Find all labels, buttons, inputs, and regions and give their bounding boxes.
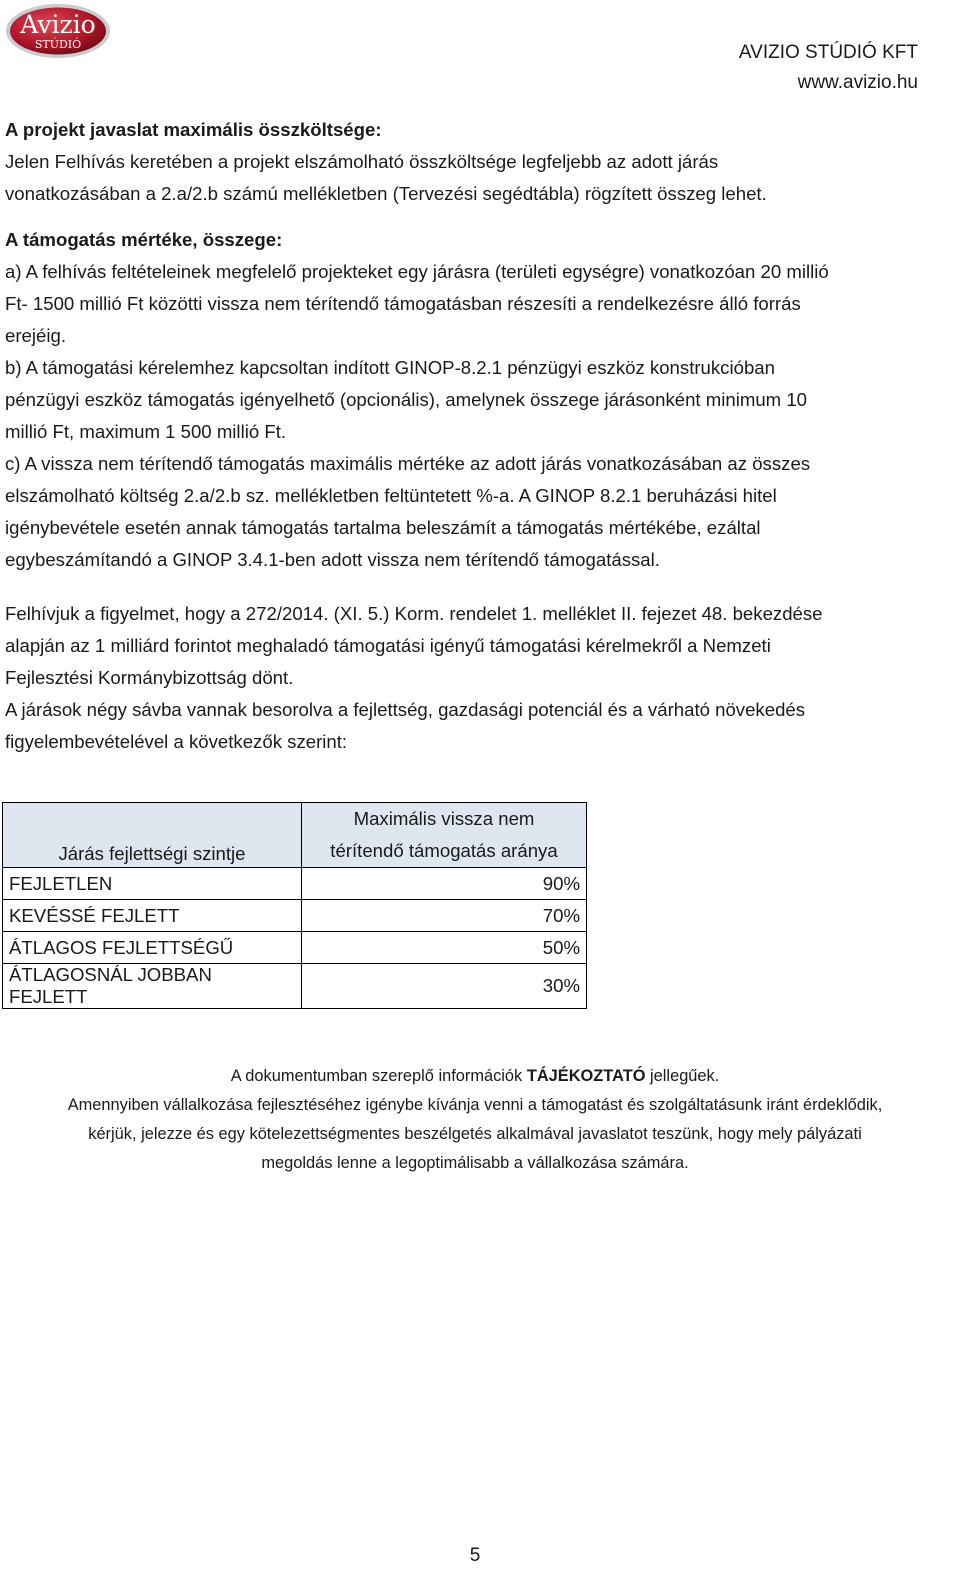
rate-cell: 50% (302, 932, 587, 964)
rate-cell: 90% (302, 868, 587, 900)
note-paragraph: Fejlesztési Kormánybizottság dönt. (5, 667, 294, 688)
disclaimer-line: Amennyiben vállalkozása fejlesztéséhez igénybe kívánja venni a támogatást és szolgáltatásunk iránt érdeklődik, (67, 1096, 883, 1114)
disclaimer-line: kérjük, jelezze és egy kötelezettségmentes beszélgetés alkalmával javaslatot teszünk, hogy mely pályázati (88, 1125, 862, 1143)
cost-text-line: vonatkozásában a 2.a/2.b számú mellékletben (Tervezési segédtábla) rögzített összeg lehet. (5, 183, 767, 204)
disclaimer-line (0, 1062, 950, 1091)
table-row (3, 932, 587, 964)
band-paragraph: A járások négy sávba vannak besorolva a fejlettség, gazdasági potenciál és a várható növekedés (5, 699, 806, 720)
header-rate-line: Maximális vissza nem (353, 808, 535, 829)
cost-title: A projekt javaslat maximális összköltsége: (5, 119, 382, 140)
band-paragraph: figyelembevételével a következők szerint: (5, 731, 348, 752)
paragraph-a: a) A felhívás feltételeinek megfelelő projekteket egy járásra (területi egységre) vonatkozóan 20 millió (5, 261, 829, 282)
level-cell: FEJLETLEN (3, 868, 302, 900)
company-logo (4, 2, 112, 60)
disclaimer-footer (0, 1062, 950, 1178)
support-rate-table (2, 802, 587, 1009)
document-body (5, 114, 950, 758)
page-number: 5 (469, 1545, 481, 1566)
table-row (3, 900, 587, 932)
header-rate-line: térítendő támogatás aránya (330, 840, 558, 861)
table-row (3, 868, 587, 900)
paragraph-c: egybeszámítandó a GINOP 3.4.1-ben adott vissza nem térítendő támogatással. (5, 549, 660, 570)
rate-cell: 70% (302, 900, 587, 932)
logo-subtext: STÚDIÓ (34, 38, 82, 51)
disclaimer-emphasis: TÁJÉKOZTATÓ (526, 1067, 646, 1085)
table-row (3, 964, 587, 1009)
note-paragraph: Felhívjuk a figyelmet, hogy a 272/2014. (XI. 5.) Korm. rendelet 1. melléklet II. fejezet 48. bekezdése (5, 603, 823, 624)
table-header-row (3, 803, 587, 868)
support-title: A támogatás mértéke, összege: (5, 229, 283, 250)
paragraph-a: erejéig. (5, 325, 66, 346)
rate-cell: 30% (302, 964, 587, 1009)
paragraph-a: Ft- 1500 millió Ft közötti vissza nem térítendő támogatásban részesíti a rendelkezésre álló forrás (5, 293, 801, 314)
note-paragraph: alapján az 1 milliárd forintot meghaladó támogatási igényű támogatási kérelmekről a Nemzeti (5, 635, 771, 656)
disclaimer-text: A dokumentumban szereplő információk (230, 1067, 527, 1085)
disclaimer-text: jellegűek. (645, 1067, 720, 1085)
company-header (739, 38, 918, 98)
company-website: www.avizio.hu (797, 72, 918, 93)
paragraph-c: igénybevétele esetén annak támogatás tartalma beleszámít a támogatás mértékébe, ezáltal (5, 517, 761, 538)
table-header-rate (302, 803, 587, 868)
company-name: AVIZIO STÚDIÓ KFT (738, 42, 918, 63)
paragraph-c: c) A vissza nem térítendő támogatás maximális mértéke az adott járás vonatkozásában az összes (5, 453, 811, 474)
level-cell: KEVÉSSÉ FEJLETT (3, 900, 302, 932)
level-cell: ÁTLAGOS FEJLETTSÉGŰ (3, 932, 302, 964)
cost-text-line: Jelen Felhívás keretében a projekt elszámolható összköltsége legfeljebb az adott járás (5, 151, 719, 172)
logo-wordmark: Avizio (20, 10, 96, 39)
disclaimer-line: megoldás lenne a legoptimálisabb a vállalkozása számára. (261, 1154, 689, 1172)
table-header-level: Járás fejlettségi szintje (3, 803, 302, 868)
level-cell: ÁTLAGOSNÁL JOBBAN FEJLETT (3, 964, 302, 1009)
paragraph-b: millió Ft, maximum 1 500 millió Ft. (5, 421, 287, 442)
paragraph-c: elszámolható költség 2.a/2.b sz. mellékletben feltüntetett %-a. A GINOP 8.2.1 beruházási hitel (5, 485, 777, 506)
paragraph-b: pénzügyi eszköz támogatás igényelhető (opcionális), amelynek összege járásonként minimum 10 (5, 389, 808, 410)
paragraph-b: b) A támogatási kérelemhez kapcsoltan indított GINOP-8.2.1 pénzügyi eszköz konstrukcióban (5, 357, 775, 378)
